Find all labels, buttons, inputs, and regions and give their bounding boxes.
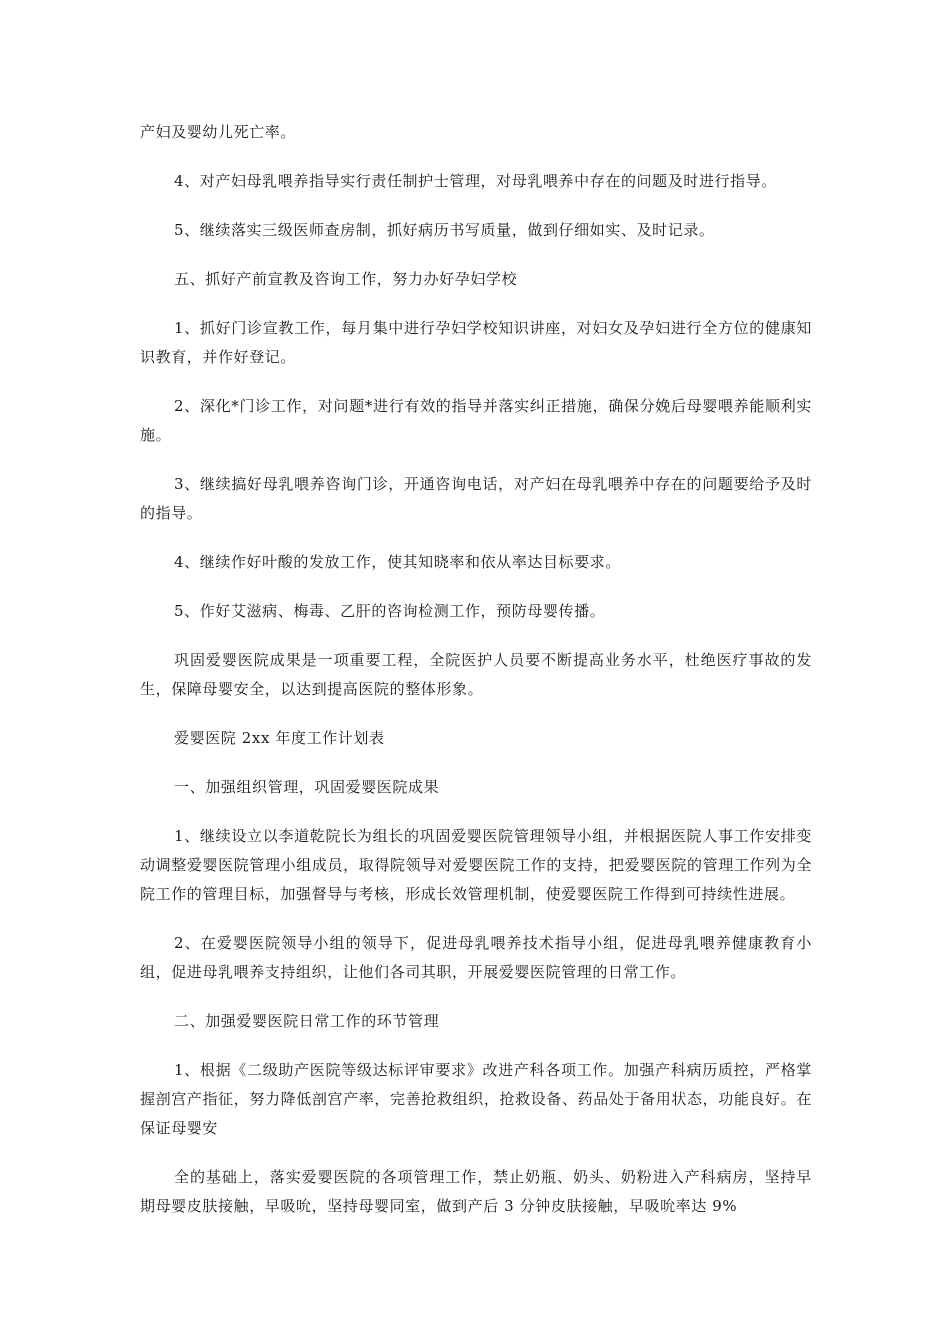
paragraph: 巩固爱婴医院成果是一项重要工程，全院医护人员要不断提高业务水平，杜绝医疗事故的发生，保障母婴安全，以达到提高医院的整体形象。 (140, 651, 812, 698)
paragraph: 5、继续落实三级医师查房制，抓好病历书写质量，做到仔细如实、及时记录。 (174, 221, 715, 239)
document-body (140, 118, 812, 1241)
section-heading: 一、加强组织管理，巩固爱婴医院成果 (174, 778, 440, 796)
section-heading: 五、抓好产前宣教及咨询工作，努力办好孕妇学校 (174, 270, 518, 288)
paragraph: 3、继续搞好母乳喂养咨询门诊，开通咨询电话，对产妇在母乳喂养中存在的问题要给予及时的指导。 (140, 475, 812, 522)
paragraph: 1、抓好门诊宣教工作，每月集中进行孕妇学校知识讲座，对妇女及孕妇进行全方位的健康知识教育，并作好登记。 (140, 319, 812, 366)
paragraph: 2、在爱婴医院领导小组的领导下，促进母乳喂养技术指导小组，促进母乳喂养健康教育小组，促进母乳喂养支持组织，让他们各司其职，开展爱婴医院管理的日常工作。 (140, 934, 812, 981)
paragraph: 产妇及婴幼儿死亡率。 (140, 123, 297, 141)
paragraph: 1、根据《二级助产医院等级达标评审要求》改进产科各项工作。加强产科病历质控，严格掌握剖宫产指征，努力降低剖宫产率，完善抢救组织，抢救设备、药品处于备用状态，功能良好。在保证母婴安 (140, 1061, 812, 1137)
paragraph: 5、作好艾滋病、梅毒、乙肝的咨询检测工作，预防母婴传播。 (174, 602, 606, 620)
paragraph: 4、对产妇母乳喂养指导实行责任制护士管理，对母乳喂养中存在的问题及时进行指导。 (174, 172, 777, 190)
paragraph: 1、继续设立以李道乾院长为组长的巩固爱婴医院管理领导小组，并根据医院人事工作安排变动调整爱婴医院管理小组成员，取得院领导对爱婴医院工作的支持，把爱婴医院的管理工作列为全院工作的管理目标，加强督导与考核，形成长效管理机制，使爱婴医院工作得到可持续性进展。 (140, 827, 812, 903)
section-heading: 二、加强爱婴医院日常工作的环节管理 (174, 1012, 440, 1030)
document-title: 爱婴医院 2xx 年度工作计划表 (174, 729, 385, 747)
paragraph: 4、继续作好叶酸的发放工作，使其知晓率和依从率达目标要求。 (174, 553, 621, 571)
paragraph: 全的基础上，落实爱婴医院的各项管理工作，禁止奶瓶、奶头、奶粉进入产科病房，坚持早期母婴皮肤接触，早吸吮，坚持母婴同室，做到产后 3 分钟皮肤接触，早吸吮率达 9% (140, 1168, 812, 1215)
paragraph: 2、深化*门诊工作，对问题*进行有效的指导并落实纠正措施，确保分娩后母婴喂养能顺利实施。 (140, 397, 812, 444)
